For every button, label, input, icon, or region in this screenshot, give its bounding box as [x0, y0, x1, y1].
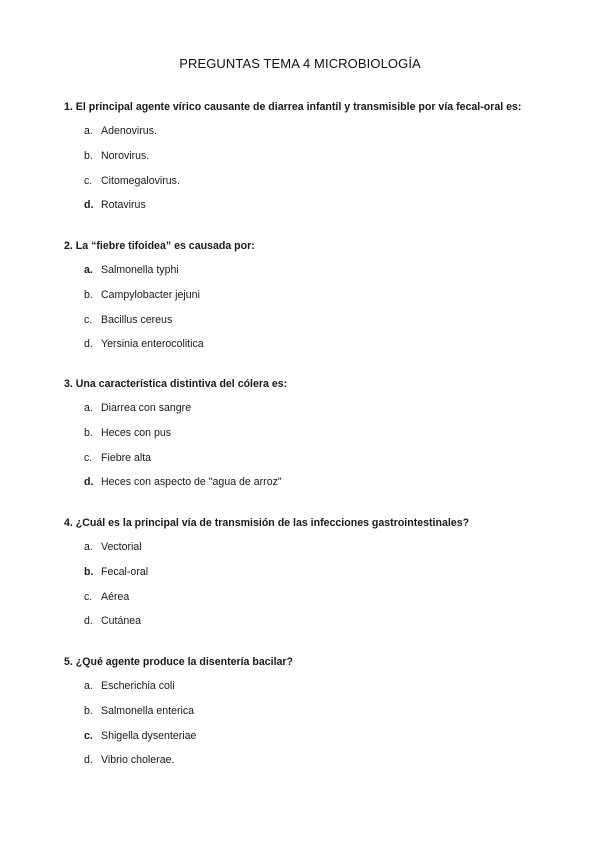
- option-text: Salmonella typhi: [101, 264, 179, 276]
- answer-option: [64, 565, 544, 590]
- answer-option: [64, 475, 544, 500]
- answer-option: [64, 198, 544, 223]
- option-letter: a.: [84, 402, 93, 414]
- answer-option: [64, 401, 544, 426]
- question-text: 4. ¿Cuál es la principal vía de transmisión de las infecciones gastrointestinales?: [64, 517, 470, 529]
- answer-option: [64, 174, 544, 199]
- answer-option: [64, 679, 544, 704]
- answer-option: [64, 540, 544, 565]
- option-text: Citomegalovirus.: [101, 174, 180, 187]
- option-text: Rotavirus: [101, 199, 146, 212]
- option-letter: a.: [84, 541, 93, 553]
- answer-option: [64, 590, 544, 615]
- answer-option: [64, 451, 544, 476]
- question-text: 5. ¿Qué agente produce la disentería bacilar?: [64, 656, 294, 668]
- answer-options: [64, 540, 544, 639]
- option-letter: a.: [84, 125, 93, 137]
- option-letter-correct: d.: [84, 476, 94, 489]
- option-letter: b.: [84, 288, 93, 301]
- option-text: Shigella dysenteriae: [101, 729, 197, 742]
- option-letter-correct: a.: [84, 264, 93, 276]
- option-text: Campylobacter jejuni: [101, 288, 200, 301]
- answer-options: [64, 679, 544, 778]
- option-text: Cutánea: [101, 615, 142, 628]
- option-text: Yersinia enterocolitica: [101, 338, 204, 351]
- question-4: [64, 516, 544, 628]
- question-3: [64, 377, 544, 489]
- answer-option: [64, 753, 544, 778]
- answer-option: [64, 729, 544, 754]
- answer-option: [64, 313, 544, 338]
- question-2: [64, 239, 544, 351]
- option-text: Vectorial: [101, 541, 142, 553]
- option-letter: b.: [84, 704, 93, 717]
- option-text: Adenovirus.: [101, 125, 157, 137]
- page-title: PREGUNTAS TEMA 4 MICROBIOLOGÍA: [179, 56, 421, 71]
- answer-option: [64, 288, 544, 313]
- option-letter: a.: [84, 680, 93, 692]
- option-letter: c.: [84, 451, 93, 464]
- answer-option: [64, 426, 544, 451]
- answer-option: [64, 124, 544, 149]
- answer-option: [64, 149, 544, 174]
- answer-option: [64, 704, 544, 729]
- option-text: Aérea: [101, 590, 130, 603]
- answer-options: [64, 401, 544, 500]
- answer-option: [64, 263, 544, 288]
- option-text: Vibrio cholerae.: [101, 754, 175, 767]
- answer-option: [64, 337, 544, 362]
- option-text: Heces con aspecto de "agua de arroz": [101, 476, 282, 489]
- option-letter: c.: [84, 174, 93, 187]
- option-letter-correct: d.: [84, 199, 94, 212]
- answer-option: [64, 614, 544, 639]
- question-text: 1. El principal agente vírico causante de diarrea infantil y transmisible por vía fecal-oral es:: [64, 101, 522, 113]
- option-text: Diarrea con sangre: [101, 402, 192, 414]
- answer-options: [64, 124, 544, 223]
- option-text: Bacillus cereus: [101, 313, 173, 326]
- option-text: Fecal-oral: [101, 565, 149, 578]
- option-letter-correct: c.: [84, 729, 93, 742]
- option-letter: b.: [84, 426, 93, 439]
- question-5: [64, 655, 544, 767]
- option-text: Fiebre alta: [101, 451, 152, 464]
- option-letter: d.: [84, 338, 93, 351]
- option-letter: c.: [84, 313, 93, 326]
- option-letter: b.: [84, 149, 93, 162]
- option-text: Heces con pus: [101, 426, 172, 439]
- option-text: Escherichia coli: [101, 680, 175, 692]
- option-text: Norovirus.: [101, 149, 150, 162]
- question-text: 3. Una característica distintiva del cólera es:: [64, 378, 288, 390]
- option-letter: c.: [84, 590, 93, 603]
- option-letter-correct: b.: [84, 565, 94, 578]
- option-text: Salmonella enterica: [101, 704, 195, 717]
- question-text: 2. La “fiebre tifoidea” es causada por:: [64, 240, 255, 252]
- answer-options: [64, 263, 544, 362]
- question-1: [64, 100, 544, 212]
- option-letter: d.: [84, 615, 93, 628]
- option-letter: d.: [84, 754, 93, 767]
